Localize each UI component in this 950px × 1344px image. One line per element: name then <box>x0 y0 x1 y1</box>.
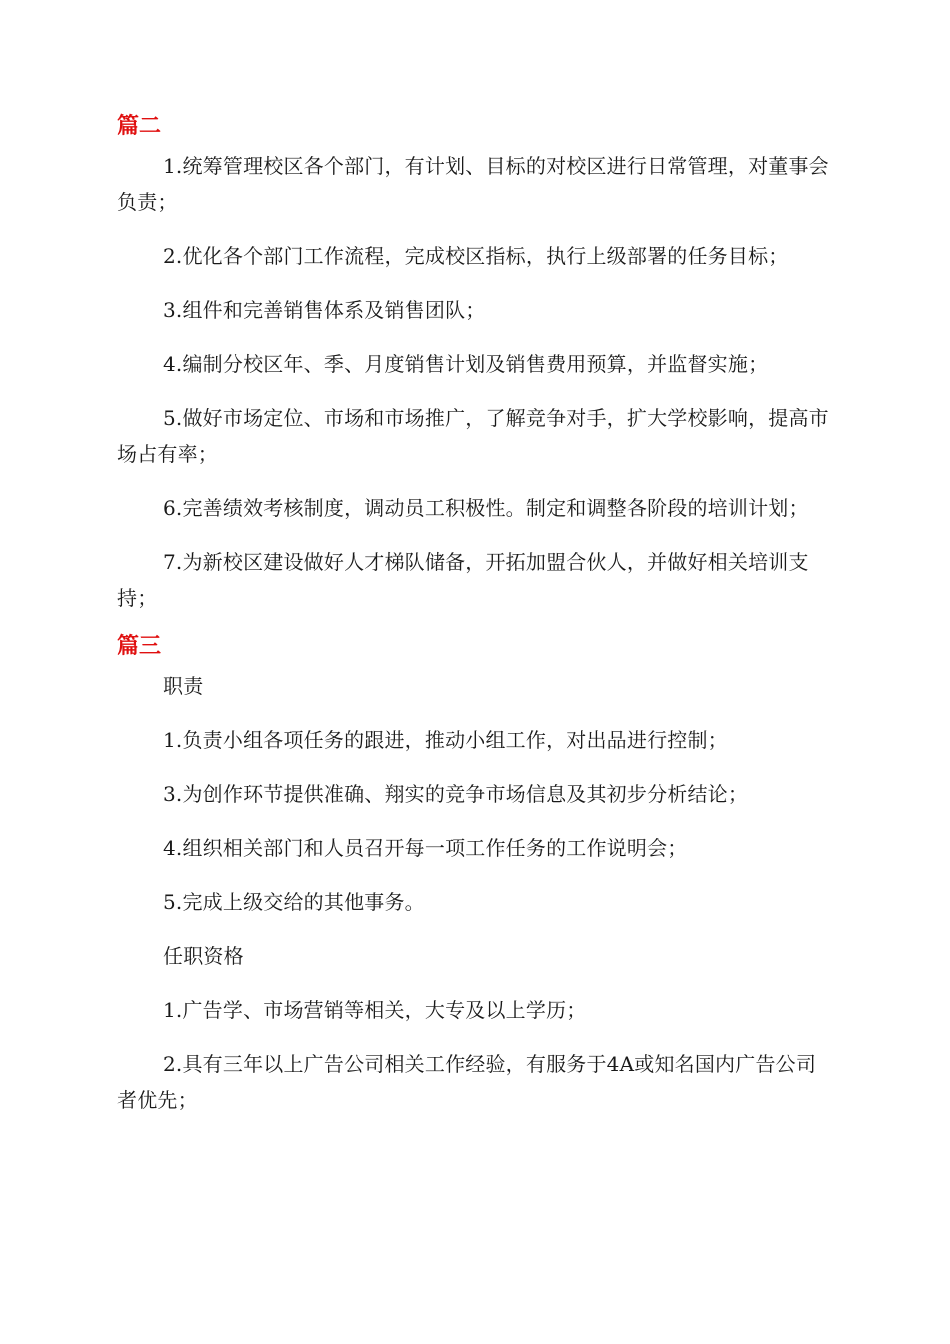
section-3-heading: 篇三 <box>117 634 162 659</box>
duty-item-3: 4.组织相关部门和人员召开每一项工作任务的工作说明会； <box>163 836 688 860</box>
section-2-heading: 篇二 <box>117 114 162 139</box>
section-2-item-1: 1.统筹管理校区各个部门，有计划、目标的对校区进行日常管理，对董事会负责； <box>117 154 829 214</box>
section-2-item-3: 3.组件和完善销售体系及销售团队； <box>163 298 486 322</box>
qualification-item-2: 2.具有三年以上广告公司相关工作经验，有服务于4A或知名国内广告公司者优先； <box>117 1052 817 1112</box>
duty-item-1: 1.负责小组各项任务的跟进，推动小组工作，对出品进行控制； <box>163 728 728 752</box>
duties-title: 职责 <box>163 674 204 698</box>
section-2-item-7: 7.为新校区建设做好人才梯队储备，开拓加盟合伙人，并做好相关培训支持； <box>117 550 809 610</box>
qualification-item-1: 1.广告学、市场营销等相关，大专及以上学历； <box>163 998 587 1022</box>
section-2-item-6: 6.完善绩效考核制度，调动员工积极性。制定和调整各阶段的培训计划； <box>163 496 809 520</box>
qualifications-title: 任职资格 <box>163 944 244 968</box>
duty-item-4: 5.完成上级交给的其他事务。 <box>163 890 425 914</box>
section-2-item-4: 4.编制分校区年、季、月度销售计划及销售费用预算，并监督实施； <box>163 352 769 376</box>
duty-item-2: 3.为创作环节提供准确、翔实的竞争市场信息及其初步分析结论； <box>163 782 749 806</box>
section-2-item-5: 5.做好市场定位、市场和市场推广，了解竞争对手，扩大学校影响，提高市场占有率； <box>117 406 829 466</box>
section-2 <box>117 110 833 616</box>
section-3 <box>117 630 833 1118</box>
section-2-item-2: 2.优化各个部门工作流程，完成校区指标，执行上级部署的任务目标； <box>163 244 789 268</box>
document-page <box>117 110 833 1136</box>
